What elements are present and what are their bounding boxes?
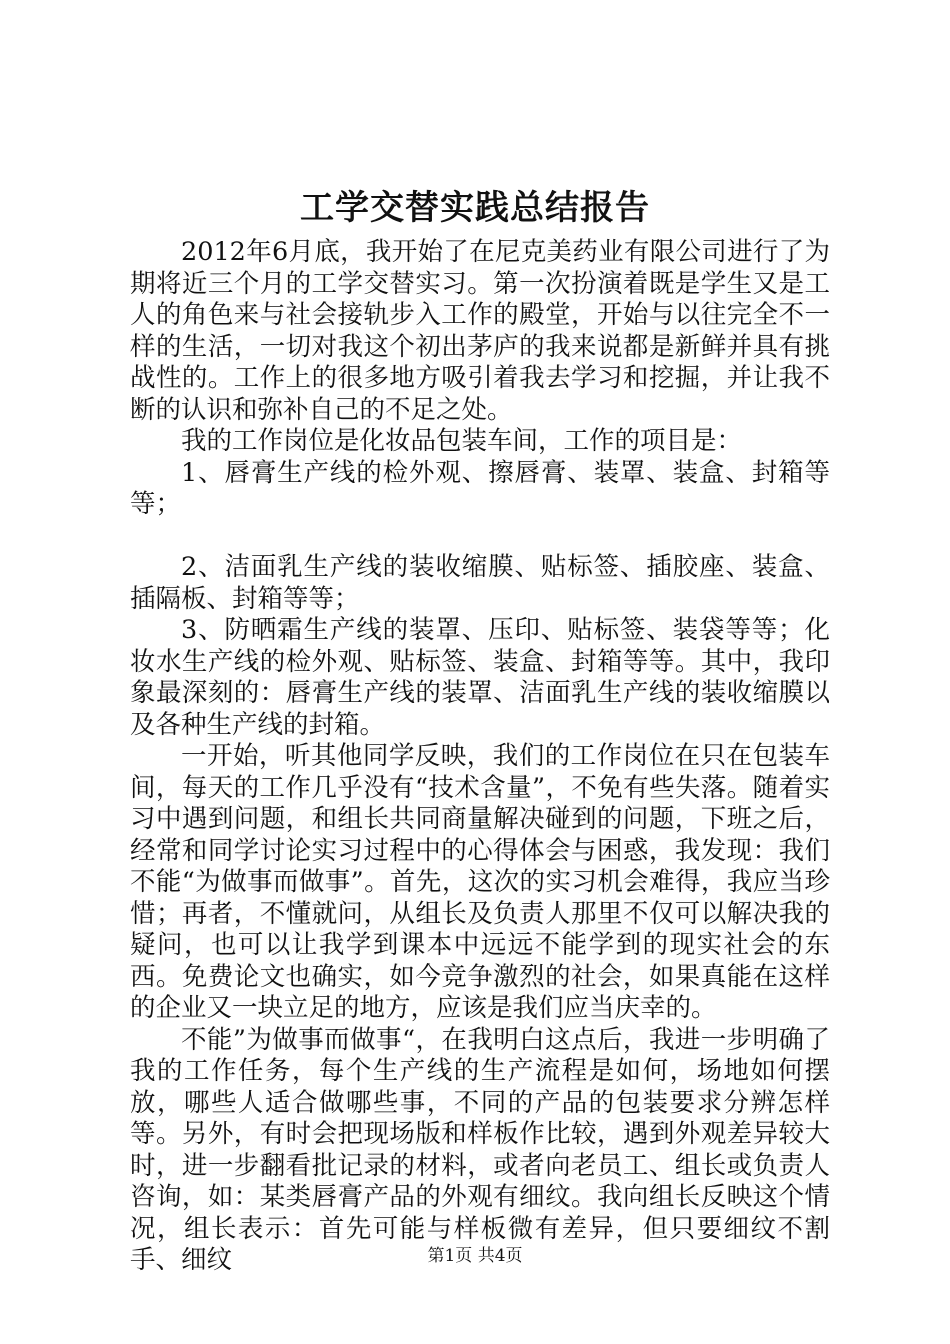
paragraph-intro: 2012年6月底，我开始了在尼克美药业有限公司进行了为期将近三个月的工学交替实习。第一次扮演着既是学生又是工人的角色来与社会接轨步入工作的殿堂，开始与以往完全不一样的生活，一切对我这个初出茅庐的我来说都是新鲜并具有挑战性的。工作上的很多地方吸引着我去学习和挖掘，并让我不断的认识和弥补自己的不足之处。 <box>130 237 830 425</box>
list-item-lipstick-line: 1、唇膏生产线的检外观、擦唇膏、装罩、装盒、封箱等等； <box>130 457 830 519</box>
page-number-footer: 第1页 共4页 <box>427 1246 523 1266</box>
paragraph-reflection: 一开始，听其他同学反映，我们的工作岗位在只在包装车间，每天的工作几乎没有“技术含量”，不免有些失落。随着实习中遇到问题，和组长共同商量解决碰到的问题，下班之后，经常和同学讨论实习过程中的心得体会与困惑，我发现：我们不能“为做事而做事”。首先，这次的实习机会难得，我应当珍惜；再者，不懂就问，从组长及负责人那里不仅可以解决我的疑问，也可以让我学到课本中远远不能学到的现实社会的东西。免费论文也确实，如今竞争激烈的社会，如果真能在这样的企业又一块立足的地方，应该是我们应当庆幸的。 <box>130 741 830 1023</box>
paragraph-job-position: 我的工作岗位是化妆品包装车间，工作的项目是： <box>181 426 743 456</box>
list-item-cleanser-line: 2、洁面乳生产线的装收缩膜、贴标签、插胶座、装盒、插隔板、封箱等等； <box>130 552 830 614</box>
document-title: 工学交替实践总结报告 <box>300 188 650 228</box>
document-body <box>130 237 830 1277</box>
paragraph-work-tasks: 不能”为做事而做事“，在我明白这点后，我进一步明确了我的工作任务，每个生产线的生产流程是如何，场地如何摆放，哪些人适合做哪些事，不同的产品的包装要求分辨怎样等。另外，有时会把现场版和样板作比较，遇到外观差异较大时，进一步翻看批记录的材料，或者向老员工、组长或负责人咨询，如：某类唇膏产品的外观有细纹。我向组长反映这个情况，组长表示：首先可能与样板微有差异，但只要细纹不割手、细纹 <box>130 1024 830 1275</box>
list-item-sunscreen-line: 3、防晒霜生产线的装罩、压印、贴标签、装袋等等；化妆水生产线的检外观、贴标签、装盒、封箱等等。其中，我印象最深刻的：唇膏生产线的装罩、洁面乳生产线的装收缩膜以及各种生产线的封箱。 <box>130 615 830 740</box>
